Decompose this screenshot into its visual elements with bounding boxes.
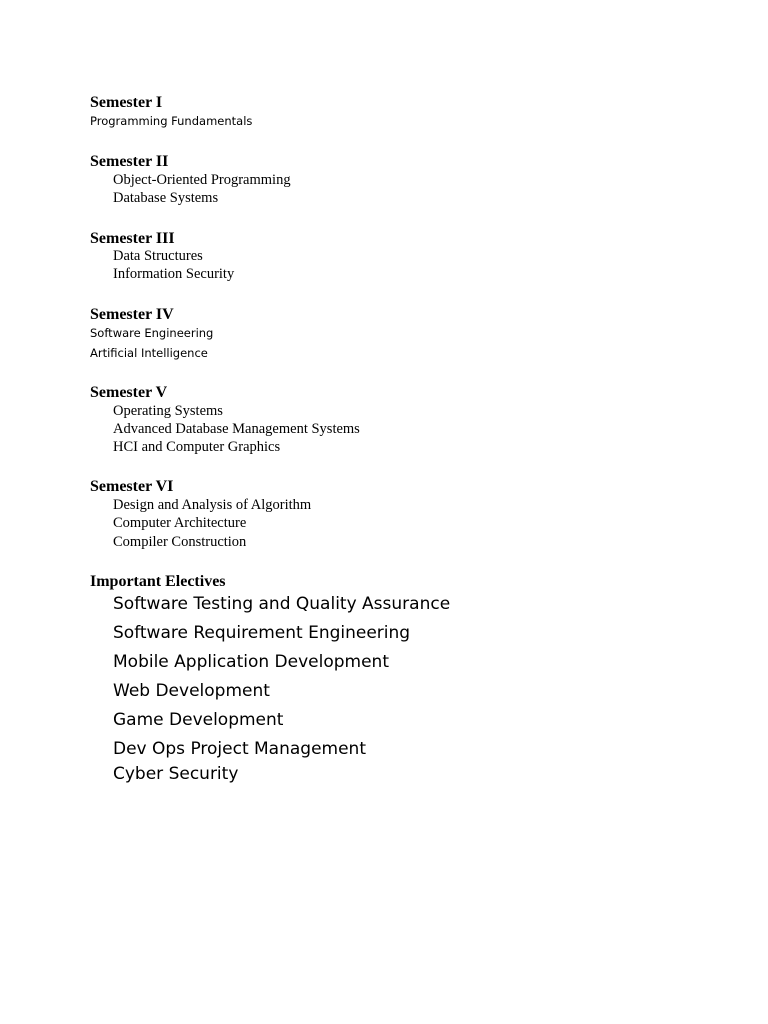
semester-2-heading: Semester II: [90, 153, 169, 170]
semester-6-heading: Semester VI: [90, 478, 174, 495]
elective-item: Software Testing and Quality Assurance: [113, 594, 451, 614]
semester-3-course: Information Security: [113, 266, 235, 282]
semester-4-heading: Semester IV: [90, 306, 174, 323]
elective-item: Dev Ops Project Management: [113, 739, 366, 759]
semester-6-course: Computer Architecture: [113, 515, 247, 531]
elective-item: Web Development: [113, 681, 270, 701]
semester-5-heading: Semester V: [90, 384, 168, 401]
elective-item: Cyber Security: [113, 764, 239, 784]
semester-2-course: Object-Oriented Programming: [113, 172, 291, 188]
semester-5-course: HCI and Computer Graphics: [113, 439, 281, 455]
semester-1-heading: Semester I: [90, 94, 163, 111]
semester-3-course: Data Structures: [113, 248, 203, 264]
elective-item: Software Requirement Engineering: [113, 623, 411, 643]
elective-item: Mobile Application Development: [113, 652, 390, 672]
semester-4-course: Software Engineering: [90, 326, 214, 340]
semester-6-course: Design and Analysis of Algorithm: [113, 497, 312, 513]
semester-1-course: Programming Fundamentals: [90, 114, 253, 128]
semester-6-course: Compiler Construction: [113, 534, 247, 550]
semester-2-course: Database Systems: [113, 190, 219, 206]
elective-item: Game Development: [113, 710, 284, 730]
semester-5-course: Operating Systems: [113, 403, 223, 419]
semester-4-course: Artificial Intelligence: [90, 346, 208, 360]
electives-heading: Important Electives: [90, 573, 226, 590]
semester-5-course: Advanced Database Management Systems: [113, 421, 360, 437]
semester-3-heading: Semester III: [90, 230, 175, 247]
